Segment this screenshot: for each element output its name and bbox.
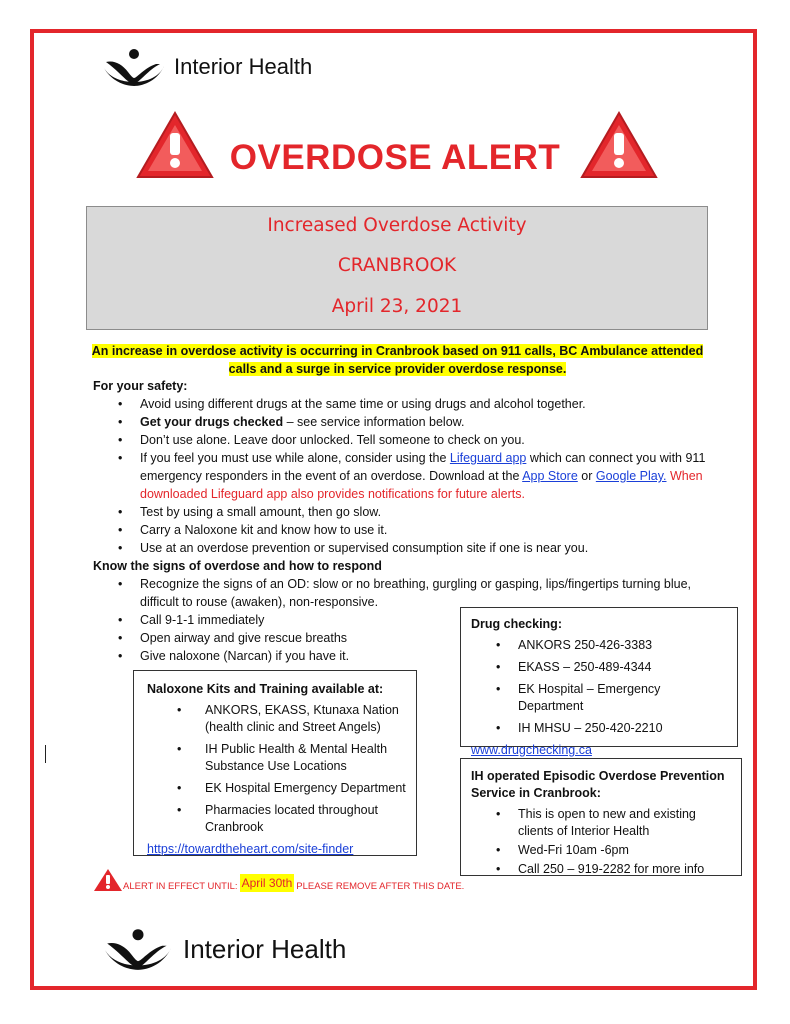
alert-until-date: April 30th xyxy=(241,876,293,890)
highlight-line-1: An increase in overdose activity is occurring in Cranbrook based on 911 calls, BC Ambulance attended xyxy=(91,344,704,358)
warning-triangle-icon xyxy=(580,111,658,179)
list-item: • Don’t use alone. Leave door unlocked. Tell someone to check on you. xyxy=(140,431,713,449)
naloxone-list xyxy=(147,702,406,836)
list-item: • Wed-Fri 10am -6pm xyxy=(518,842,731,859)
app-store-link[interactable]: App Store xyxy=(522,469,578,483)
warning-triangle-icon xyxy=(136,111,214,179)
drugchecking-link[interactable]: www.drugchecking.ca xyxy=(471,743,592,757)
episodic-ops-box xyxy=(460,758,742,876)
list-item: • Give naloxone (Narcan) if you have it. xyxy=(140,647,713,665)
list-item: • This is open to new and existing clients of Interior Health xyxy=(518,806,731,840)
header-subtitle: Increased Overdose Activity xyxy=(267,215,527,236)
safety-text: which can connect you with 911 emergency responders in the event of an overdose. Download at the xyxy=(140,451,706,483)
drug-checking-box xyxy=(460,607,738,757)
org-name-bottom: Interior Health xyxy=(183,933,347,964)
naloxone-box xyxy=(133,670,417,856)
list-item: • Recognize the signs of an OD: slow or no breathing, gurgling or gasping, lips/fingertips turning blue, difficult to rouse (awaken), non-responsive. xyxy=(140,575,713,611)
list-item xyxy=(140,449,713,503)
alert-title: OVERDOSE ALERT xyxy=(229,138,561,177)
signs-title: Know the signs of overdose and how to respond xyxy=(93,559,382,573)
list-item: • Use at an overdose prevention or supervised consumption site if one is near you. xyxy=(140,539,713,557)
google-play-link[interactable]: Google Play. xyxy=(595,469,667,483)
naloxone-title: Naloxone Kits and Training available at: xyxy=(147,682,384,696)
text-cursor xyxy=(45,745,46,763)
list-item: • EK Hospital Emergency Department xyxy=(205,780,406,797)
alert-until-prefix: ALERT IN EFFECT UNTIL: xyxy=(123,881,238,892)
logo-bottom xyxy=(105,928,346,970)
warning-triangle-icon xyxy=(93,868,123,892)
highlight-statement xyxy=(80,342,715,378)
safety-text: or xyxy=(577,469,596,483)
list-item: • Call 9-1-1 immediately xyxy=(140,611,713,629)
header-date: April 23, 2021 xyxy=(331,296,463,317)
safety-list xyxy=(93,395,713,557)
drug-checking-title: Drug checking: xyxy=(471,617,562,631)
list-item: • IH Public Health & Mental Health Substance Use Locations xyxy=(205,741,406,775)
alert-until xyxy=(93,868,464,892)
interior-health-logo-icon xyxy=(104,48,164,86)
drug-checking-list xyxy=(471,637,727,737)
safety-title: For your safety: xyxy=(93,379,188,393)
safety-text: – see service information below. xyxy=(283,415,465,429)
interior-health-logo-icon xyxy=(105,928,171,970)
list-item: • Test by using a small amount, then go slow. xyxy=(140,503,713,521)
list-item: • Call 250 – 919-2282 for more info xyxy=(518,861,731,878)
list-item: • Pharmacies located throughout Cranbrook xyxy=(205,802,406,836)
logo-top xyxy=(104,48,312,86)
lifeguard-note: When downloaded Lifeguard app also provides notifications for future alerts. xyxy=(140,469,703,501)
list-item: • Carry a Naloxone kit and know how to use it. xyxy=(140,521,713,539)
highlight-line-2: calls and a surge in service provider overdose response. xyxy=(228,362,567,376)
header-location: CRANBROOK xyxy=(337,255,457,276)
safety-text: If you feel you must use while alone, consider using the xyxy=(140,451,450,465)
safety-bold: Get your drugs checked xyxy=(140,415,284,429)
list-item: • ANKORS 250-426-3383 xyxy=(518,637,727,654)
header-box xyxy=(86,206,708,330)
episodic-list xyxy=(471,806,731,878)
list-item: • IH MHSU – 250-420-2210 xyxy=(518,720,727,737)
list-item: • ANKORS, EKASS, Ktunaxa Nation (health clinic and Street Angels) xyxy=(205,702,406,736)
list-item xyxy=(140,413,713,431)
list-item: • EKASS – 250-489-4344 xyxy=(518,659,727,676)
episodic-title: IH operated Episodic Overdose Prevention Service in Cranbrook: xyxy=(471,769,725,800)
org-name-top: Interior Health xyxy=(174,54,313,79)
alert-until-suffix: PLEASE REMOVE AFTER THIS DATE. xyxy=(296,881,465,892)
lifeguard-app-link[interactable]: Lifeguard app xyxy=(449,451,527,465)
list-item: • EK Hospital – Emergency Department xyxy=(518,681,727,715)
list-item: • Open airway and give rescue breaths xyxy=(140,629,713,647)
site-finder-link[interactable]: https://towardtheheart.com/site-finder xyxy=(147,842,354,856)
list-item: • Avoid using different drugs at the same time or using drugs and alcohol together. xyxy=(140,395,713,413)
